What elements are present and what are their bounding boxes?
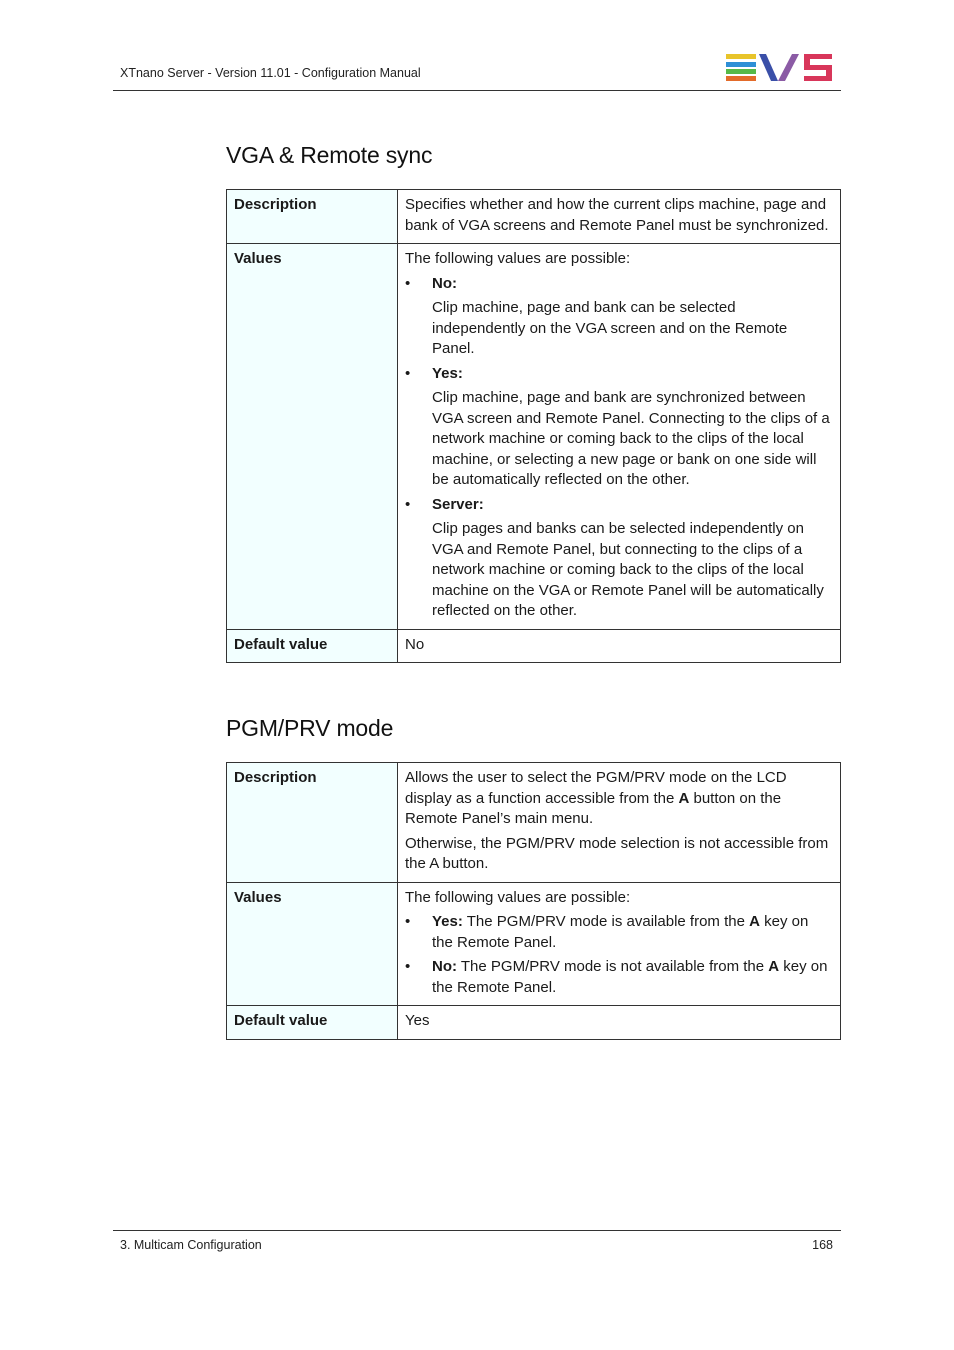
table-row [227,763,841,883]
values-label: Values [227,244,398,630]
list-item [405,957,833,998]
list-item [405,364,833,491]
description-cell [398,763,841,883]
footer-chapter: 3. Multicam Configuration [120,1238,262,1252]
option-desc: Clip machine, page and bank can be selected independently on the VGA screen and on the Remote Panel. [432,299,788,357]
evs-logo [726,54,834,82]
list-item [405,274,833,360]
key-a: A [749,913,760,930]
logo-e-bar-3 [726,69,756,74]
values-cell [398,244,841,630]
values-cell [398,882,841,1006]
option-desc: key on the Remote Panel. [432,958,828,996]
table-row [227,1006,841,1040]
default-value: Yes [398,1006,841,1040]
bullet-icon: • [405,913,411,930]
description-label: Description [227,763,398,883]
list-item [405,912,833,953]
option-desc: Clip pages and banks can be selected independently on VGA and Remote Panel, but connecting to the clips of a network machine or coming back to the clips of the local machine on the VGA or Remote Panel will be automatically reflected on the other. [432,520,824,619]
values-intro: The following values are possible: [405,250,631,267]
description-text-2: Otherwise, the PGM/PRV mode selection is not accessible from the A button. [405,834,829,872]
default-value-label: Default value [227,1006,398,1040]
option-name: No: [432,274,457,292]
values-intro: The following values are possible: [405,888,631,906]
pgm-prv-mode-table [226,762,841,1040]
logo-e-bar-1 [726,54,756,59]
table-row [227,629,841,663]
option-desc: The PGM/PRV mode is available from the [462,913,750,930]
default-value: No [398,629,841,663]
section-title-vga-remote-sync: VGA & Remote sync [226,142,433,168]
key-a: A [768,958,780,975]
logo-v-right [778,54,799,81]
logo-v-left [759,54,778,81]
list-item [405,495,833,622]
logo-e-bar-4 [726,76,756,81]
header-rule [113,90,841,91]
logo-e-bar-2 [726,62,756,67]
option-text [432,957,833,998]
default-value-label: Default value [227,629,398,663]
description-text-part: Allows the user to select the PGM/PRV mode on the LCD display as a function accessible from the [405,769,787,807]
logo-s [804,54,832,81]
bullet-icon: • [405,495,411,513]
option-name: Yes: [432,364,463,382]
option-name: Server: [432,495,484,513]
header-title: XTnano Server - Version 11.01 - Configuration Manual [120,66,421,80]
option-desc: Clip machine, page and bank are synchronized between VGA screen and Remote Panel. Connecting to the clips of a network machine or coming back to the clips of the local machine, or selecting a new page or bank on one side will be automatically reflected on the other. [432,389,830,488]
page-number: 168 [812,1238,833,1252]
option-desc: The PGM/PRV mode is not available from the [457,958,769,975]
footer-rule [113,1230,841,1231]
description-text: Specifies whether and how the current clips machine, page and bank of VGA screens and Remote Panel must be synchronized. [405,196,829,234]
description-label: Description [227,190,398,244]
description-text [405,768,833,830]
option-text [432,912,833,953]
bullet-icon: • [405,958,411,975]
table-row [227,244,841,630]
bullet-icon: • [405,364,411,382]
table-row [227,882,841,1006]
section-title-pgm-prv-mode: PGM/PRV mode [226,715,394,741]
vga-remote-sync-table [226,189,841,663]
description-cell [398,190,841,244]
key-a: A [678,789,690,807]
option-name: No: [432,958,457,975]
option-desc: key on the Remote Panel. [432,913,809,951]
bullet-icon: • [405,274,411,292]
table-row [227,190,841,244]
option-name: Yes: [432,913,463,930]
description-text-part: button on the Remote Panel’s main menu. [405,789,782,827]
values-label: Values [227,882,398,1006]
